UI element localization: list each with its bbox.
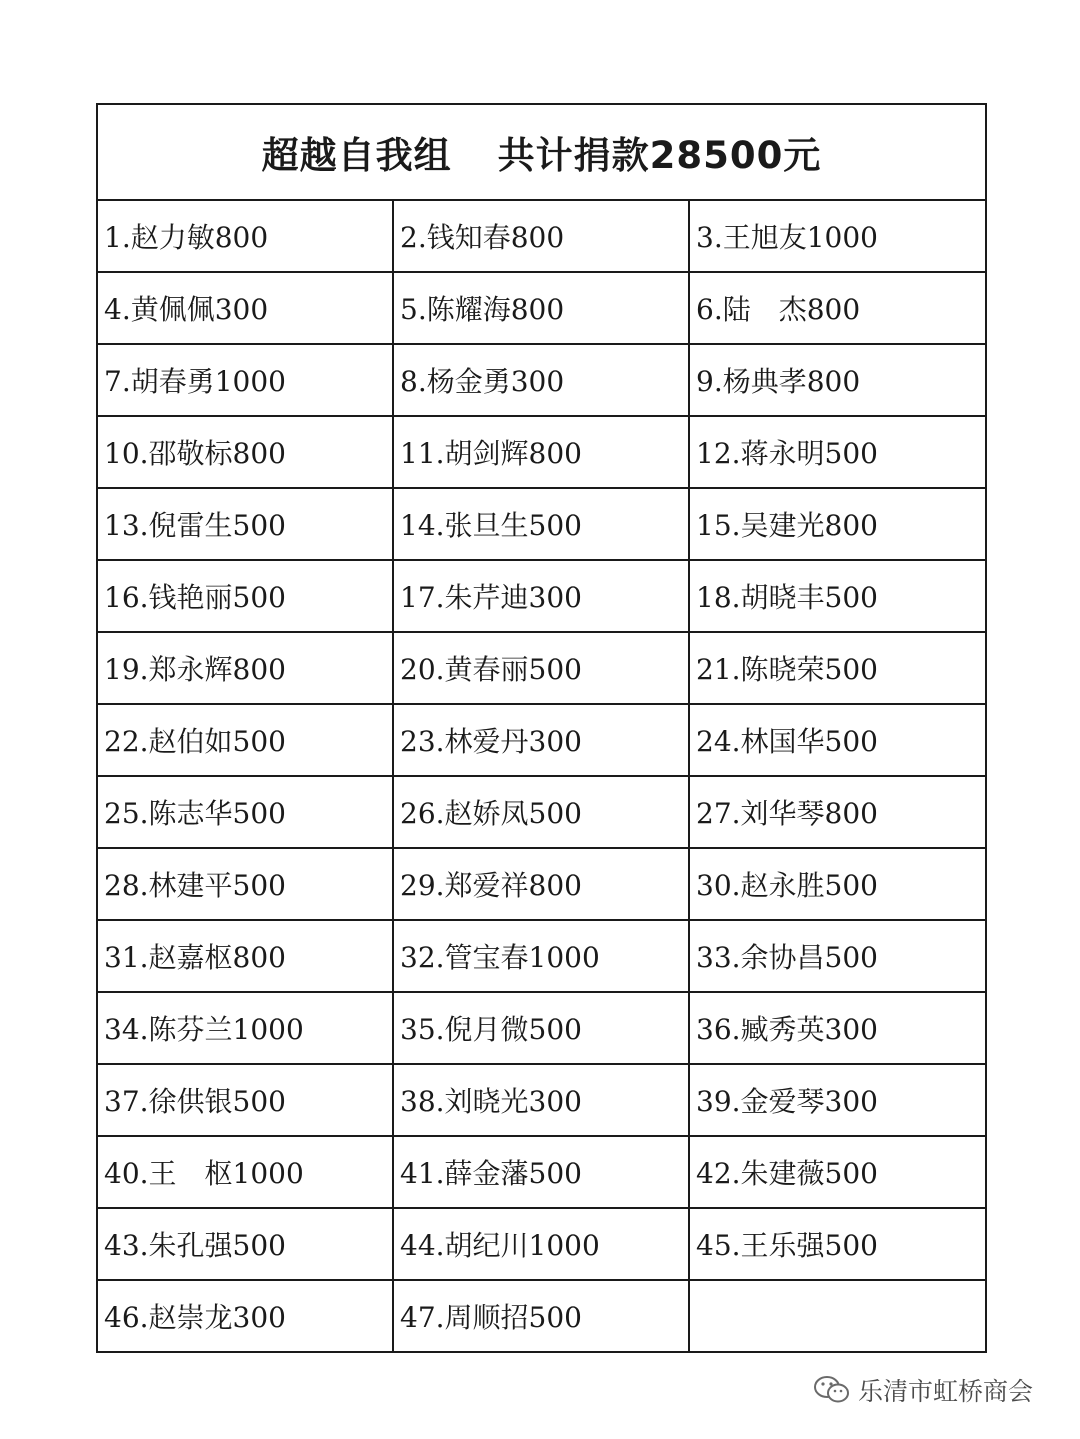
donor-cell: 6.陆 杰800 bbox=[689, 272, 986, 344]
table-row bbox=[97, 704, 986, 776]
donor-cell: 14.张旦生500 bbox=[393, 488, 689, 560]
donor-cell: 24.林国华500 bbox=[689, 704, 986, 776]
donor-cell: 13.倪雷生500 bbox=[97, 488, 393, 560]
donor-cell: 46.赵崇龙300 bbox=[97, 1280, 393, 1352]
donor-cell: 35.倪月微500 bbox=[393, 992, 689, 1064]
donor-cell: 28.林建平500 bbox=[97, 848, 393, 920]
donor-cell: 39.金爱琴300 bbox=[689, 1064, 986, 1136]
donor-cell: 22.赵伯如500 bbox=[97, 704, 393, 776]
donation-table bbox=[96, 103, 987, 1353]
donor-cell: 19.郑永辉800 bbox=[97, 632, 393, 704]
donor-cell: 37.徐供银500 bbox=[97, 1064, 393, 1136]
donor-cell: 9.杨典孝800 bbox=[689, 344, 986, 416]
donor-cell: 11.胡剑辉800 bbox=[393, 416, 689, 488]
donor-cell: 25.陈志华500 bbox=[97, 776, 393, 848]
donor-cell: 31.赵嘉枢800 bbox=[97, 920, 393, 992]
watermark-text: 乐清市虹桥商会 bbox=[858, 1377, 1034, 1406]
donor-cell: 3.王旭友1000 bbox=[689, 200, 986, 272]
group-name: 超越自我组 bbox=[261, 134, 452, 177]
donor-cell: 32.管宝春1000 bbox=[393, 920, 689, 992]
table-row bbox=[97, 416, 986, 488]
donor-cell: 40.王 枢1000 bbox=[97, 1136, 393, 1208]
table-row bbox=[97, 992, 986, 1064]
table-row bbox=[97, 776, 986, 848]
donor-cell: 5.陈耀海800 bbox=[393, 272, 689, 344]
donor-cell: 47.周顺招500 bbox=[393, 1280, 689, 1352]
donor-cell: 7.胡春勇1000 bbox=[97, 344, 393, 416]
donor-cell: 18.胡晓丰500 bbox=[689, 560, 986, 632]
table-row bbox=[97, 272, 986, 344]
table-row bbox=[97, 488, 986, 560]
watermark bbox=[812, 1372, 1033, 1408]
donor-cell: 2.钱知春800 bbox=[393, 200, 689, 272]
table-row bbox=[97, 560, 986, 632]
donor-cell: 1.赵力敏800 bbox=[97, 200, 393, 272]
donor-cell: 21.陈晓荣500 bbox=[689, 632, 986, 704]
donor-cell: 26.赵娇凤500 bbox=[393, 776, 689, 848]
table-row bbox=[97, 1064, 986, 1136]
donor-cell: 27.刘华琴800 bbox=[689, 776, 986, 848]
donor-cell: 36.臧秀英300 bbox=[689, 992, 986, 1064]
table-row bbox=[97, 848, 986, 920]
table-row bbox=[97, 200, 986, 272]
donation-total: 共计捐款28500元 bbox=[497, 134, 822, 177]
donor-cell: 4.黄佩佩300 bbox=[97, 272, 393, 344]
table-title bbox=[97, 104, 986, 200]
table-row bbox=[97, 1280, 986, 1352]
donor-cell: 16.钱艳丽500 bbox=[97, 560, 393, 632]
donor-cell: 8.杨金勇300 bbox=[393, 344, 689, 416]
table-row bbox=[97, 920, 986, 992]
donor-cell: 20.黄春丽500 bbox=[393, 632, 689, 704]
donor-cell: 29.郑爱祥800 bbox=[393, 848, 689, 920]
donor-cell: 33.余协昌500 bbox=[689, 920, 986, 992]
empty-cell bbox=[689, 1280, 986, 1352]
donor-cell: 44.胡纪川1000 bbox=[393, 1208, 689, 1280]
donor-cell: 38.刘晓光300 bbox=[393, 1064, 689, 1136]
donor-cell: 30.赵永胜500 bbox=[689, 848, 986, 920]
donor-cell: 41.薛金藩500 bbox=[393, 1136, 689, 1208]
title-row bbox=[97, 104, 986, 200]
table-row bbox=[97, 1136, 986, 1208]
table-row bbox=[97, 1208, 986, 1280]
donor-cell: 10.邵敬标800 bbox=[97, 416, 393, 488]
donor-cell: 45.王乐强500 bbox=[689, 1208, 986, 1280]
table-row bbox=[97, 344, 986, 416]
donor-cell: 34.陈芬兰1000 bbox=[97, 992, 393, 1064]
donor-cell: 23.林爱丹300 bbox=[393, 704, 689, 776]
wechat-icon bbox=[812, 1374, 852, 1406]
donor-cell: 15.吴建光800 bbox=[689, 488, 986, 560]
table-row bbox=[97, 632, 986, 704]
donor-cell: 12.蒋永明500 bbox=[689, 416, 986, 488]
donor-cell: 43.朱孔强500 bbox=[97, 1208, 393, 1280]
donor-cell: 17.朱芹迪300 bbox=[393, 560, 689, 632]
donor-cell: 42.朱建薇500 bbox=[689, 1136, 986, 1208]
